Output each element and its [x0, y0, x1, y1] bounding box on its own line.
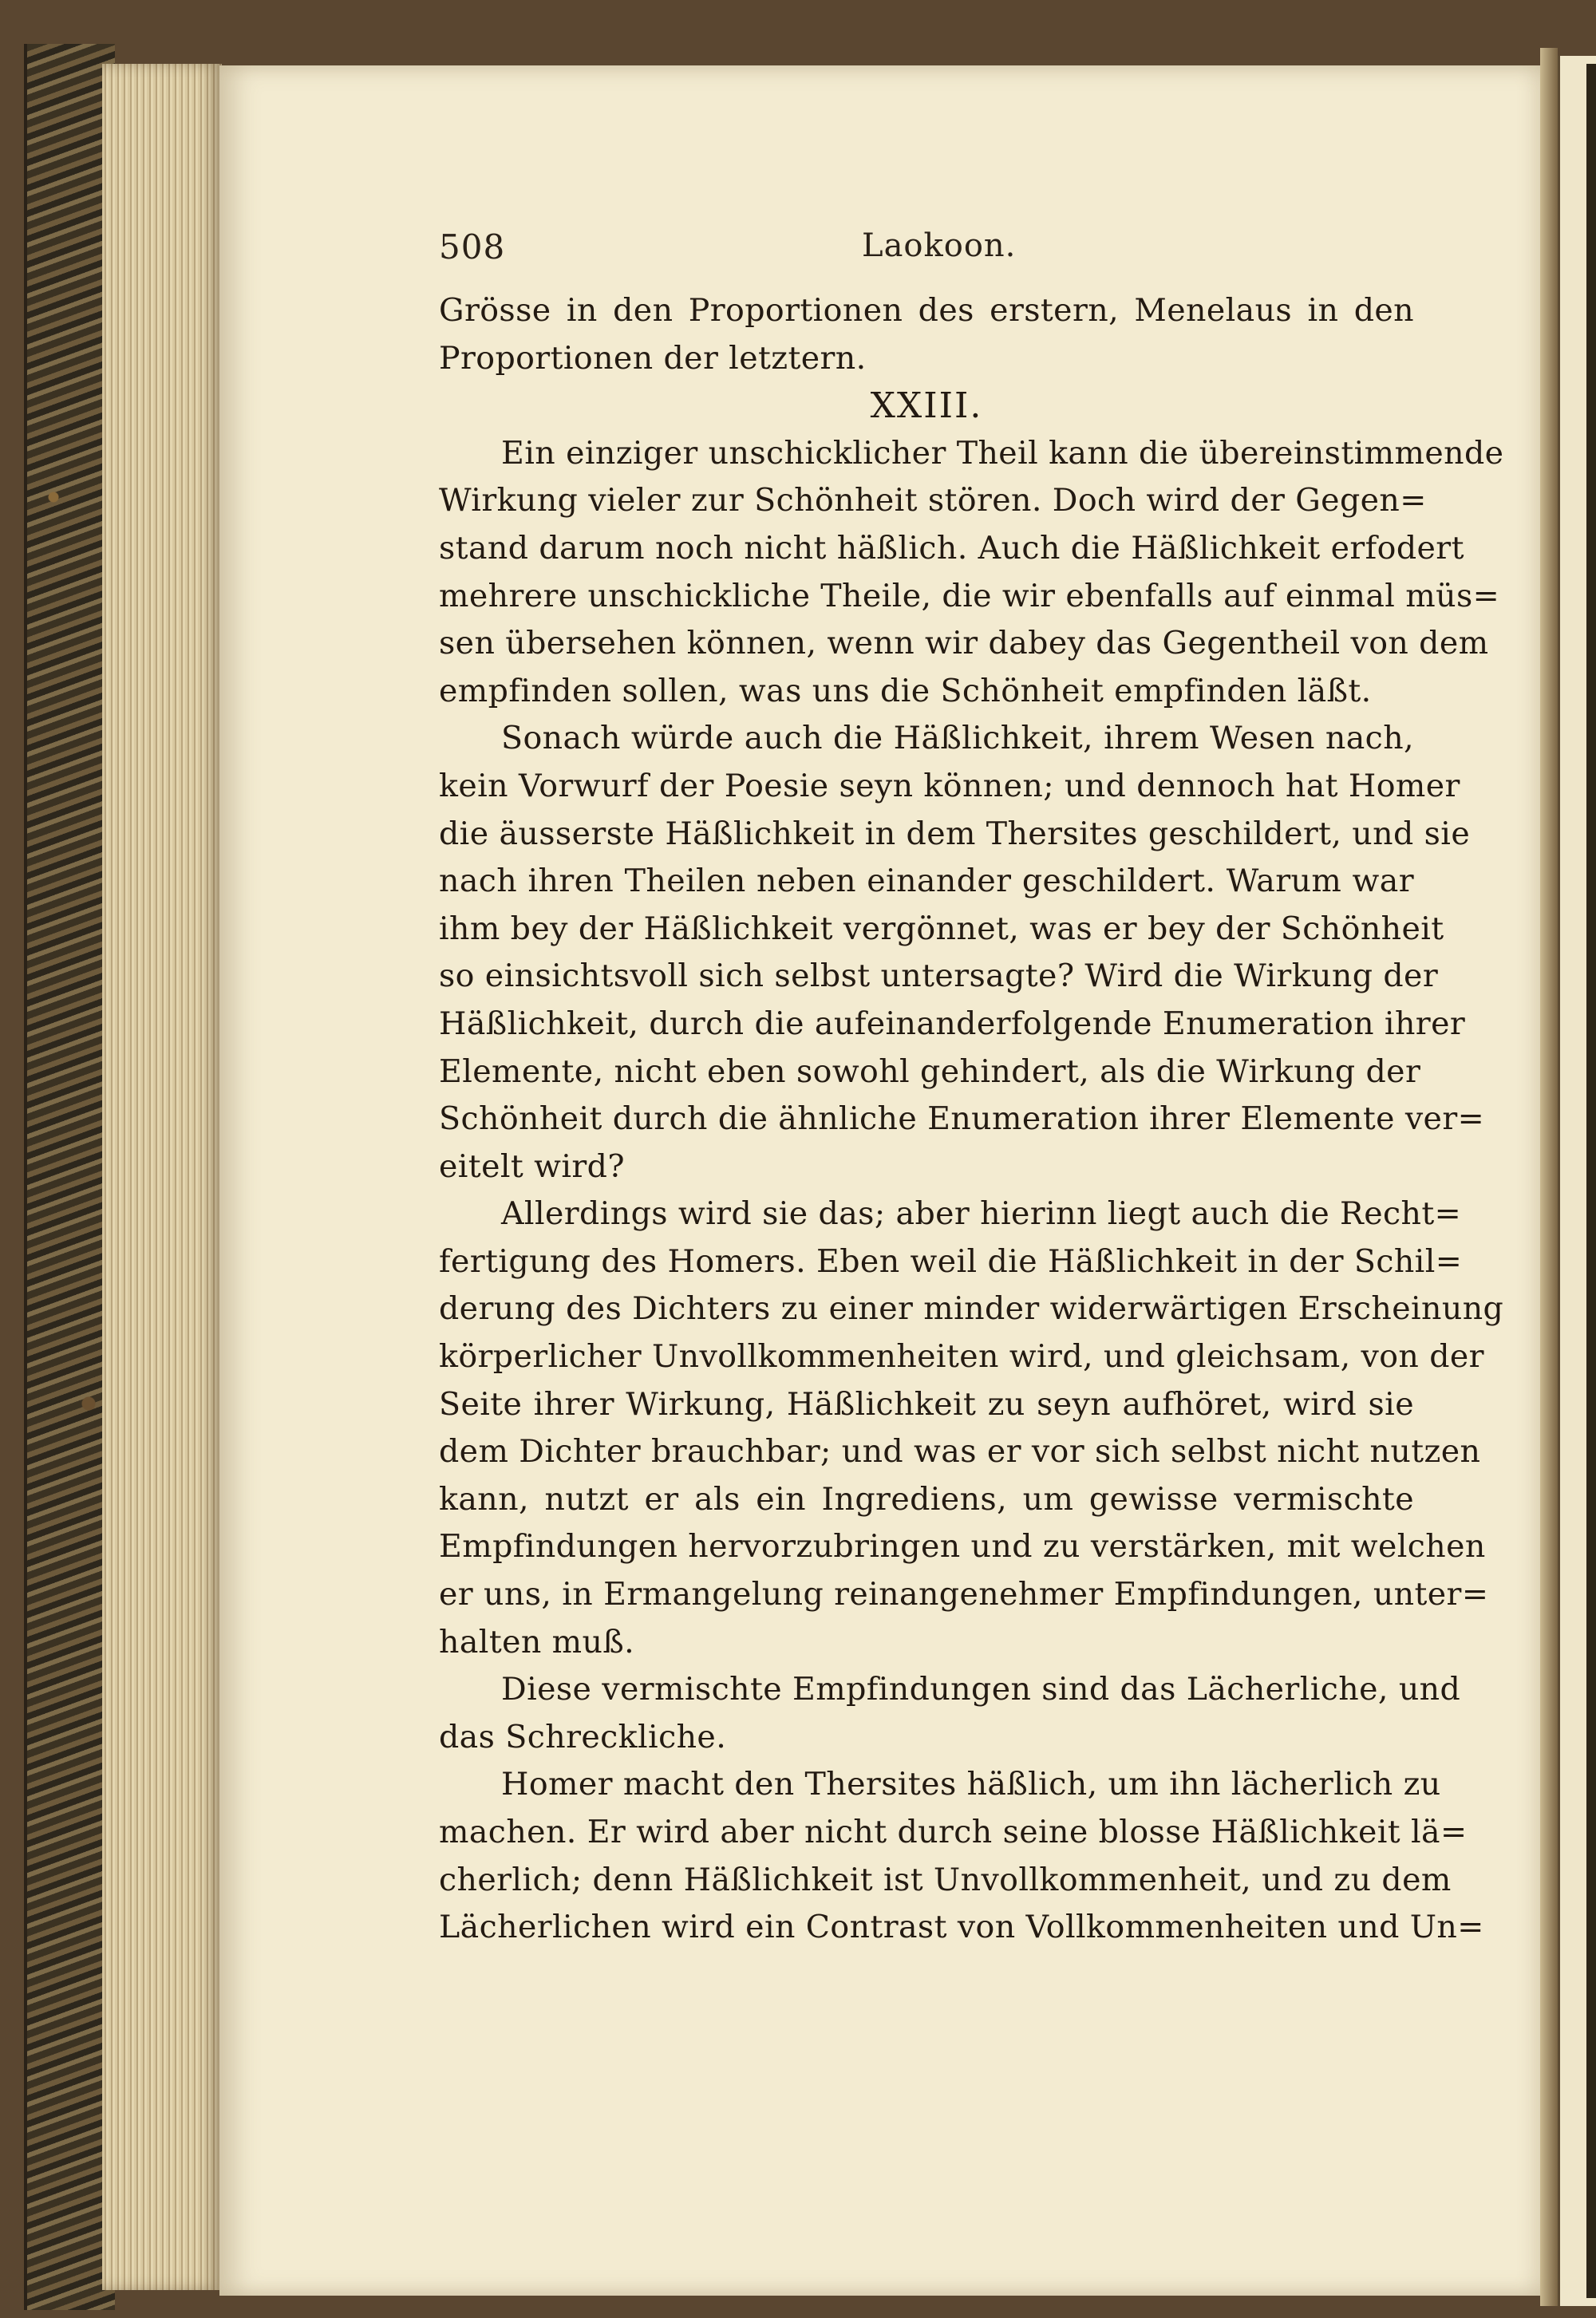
text-line: die äusserste Häßlichkeit in dem Thersites geschildert, und sie	[439, 815, 1471, 852]
text-line: machen. Er wird aber nicht durch seine blosse Häßlichkeit lä=	[439, 1814, 1468, 1850]
facing-page-shadow	[1586, 64, 1596, 2298]
text-line: Häßlichkeit, durch die aufeinanderfolgende Enumeration ihrer	[439, 1005, 1466, 1042]
text-line: Sonach würde auch die Häßlichkeit, ihrem Wesen nach,	[501, 720, 1414, 757]
text-line: so einsichtsvoll sich selbst untersagte? Wird die Wirkung der	[439, 958, 1439, 995]
text-line: stand darum noch nicht häßlich. Auch die Häßlichkeit erfodert	[439, 529, 1464, 567]
text-line: Elemente, nicht eben sowohl gehindert, als die Wirkung der	[439, 1052, 1421, 1090]
text-line: Proportionen der letztern.	[439, 339, 867, 377]
text-line: Empfindungen hervorzubringen und zu verstärken, mit welchen	[439, 1528, 1486, 1566]
text-line: empfinden sollen, was uns die Schönheit empfinden läßt.	[439, 672, 1372, 709]
text-line: sen übersehen können, wenn wir dabey das Gegentheil von dem	[439, 625, 1489, 662]
book-cover-edge	[24, 44, 115, 2310]
text-line: Lächerlichen wird ein Contrast von Vollkommenheiten und Un=	[439, 1909, 1484, 1946]
text-line: cherlich; denn Häßlichkeit ist Unvollkommenheit, und zu dem	[439, 1861, 1452, 1898]
text-line: kann, nutzt er als ein Ingrediens, um gewisse vermischte	[439, 1480, 1414, 1518]
text-line: eitelt wird?	[439, 1147, 625, 1185]
text-line: er uns, in Ermangelung reinangenehmer Empfindungen, unter=	[439, 1576, 1489, 1613]
text-line: Homer macht den Thersites häßlich, um ihn lächerlich zu	[501, 1766, 1441, 1803]
text-line: Diese vermischte Empfindungen sind das Lächerliche, und	[501, 1671, 1461, 1708]
text-line: fertigung des Homers. Eben weil die Häßlichkeit in der Schil=	[439, 1242, 1463, 1280]
text-line: derung des Dichters zu einer minder widerwärtigen Erscheinung	[439, 1290, 1504, 1328]
text-line: halten muß.	[439, 1623, 635, 1661]
section-heading: XXIII.	[870, 385, 983, 427]
text-line: körperlicher Unvollkommenheiten wird, und gleichsam, von der	[439, 1338, 1484, 1376]
text-line: mehrere unschickliche Theile, die wir ebenfalls auf einmal müs=	[439, 577, 1500, 614]
running-title: Laokoon.	[862, 227, 1017, 264]
text-line: ihm bey der Häßlichkeit vergönnet, was er bey der Schönheit	[439, 910, 1444, 947]
text-line: Schönheit durch die ähnliche Enumeration ihrer Elemente ver=	[439, 1100, 1485, 1138]
text-line: dem Dichter brauchbar; und was er vor sich selbst nicht nutzen	[439, 1433, 1481, 1471]
text-line: kein Vorwurf der Poesie seyn können; und dennoch hat Homer	[439, 767, 1460, 804]
body-text	[439, 287, 1504, 1952]
text-line: Grösse in den Proportionen des erstern, Menelaus in den	[439, 292, 1414, 329]
text-line: Ein einziger unschicklicher Theil kann die übereinstimmende	[501, 434, 1504, 472]
text-line: Wirkung vieler zur Schönheit stören. Doch wird der Gegen=	[439, 482, 1427, 519]
text-line: das Schreckliche.	[439, 1718, 727, 1755]
text-line: nach ihren Theilen neben einander geschildert. Warum war	[439, 863, 1414, 900]
text-line: Seite ihrer Wirkung, Häßlichkeit zu seyn aufhöret, wird sie	[439, 1385, 1414, 1423]
book-gutter	[1540, 48, 1558, 2306]
page-stack-edge	[102, 64, 222, 2290]
page-number: 508	[439, 227, 506, 267]
text-line: Allerdings wird sie das; aber hierinn liegt auch die Recht=	[501, 1195, 1462, 1233]
